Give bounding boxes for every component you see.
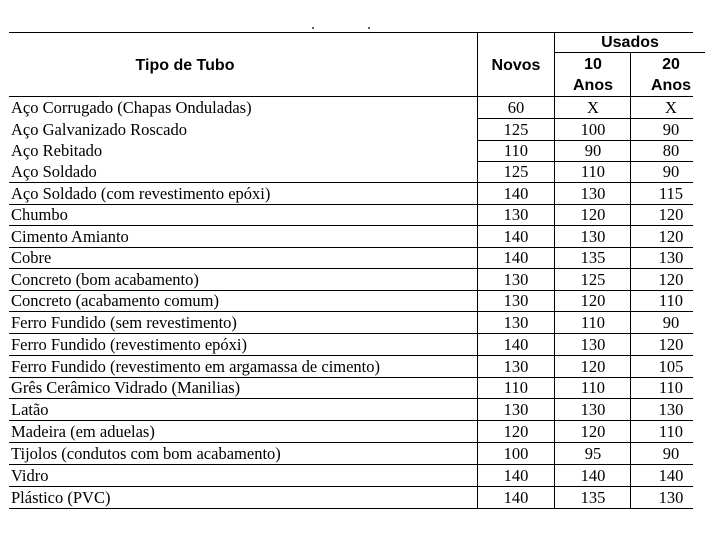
- cell-10-anos: 110: [580, 313, 606, 332]
- cell-10-anos: 140: [580, 466, 606, 485]
- table-row: [0, 226, 720, 247]
- cell-novos: 130: [503, 205, 529, 224]
- cell-novos: 125: [503, 120, 529, 139]
- cell-novos: 120: [503, 422, 529, 441]
- cell-novos: 130: [503, 270, 529, 289]
- table-row: [0, 204, 720, 225]
- table-row: [0, 247, 720, 268]
- cell-10-anos: 110: [580, 162, 606, 181]
- cell-10-anos: 100: [580, 120, 606, 139]
- cell-tipo: Ferro Fundido (sem revestimento): [11, 313, 237, 332]
- cell-novos: 130: [503, 357, 529, 376]
- cell-10-anos: 120: [580, 205, 606, 224]
- cell-20-anos: 115: [658, 184, 684, 203]
- table-row: [0, 140, 720, 161]
- table-row: [0, 377, 720, 398]
- cell-20-anos: 130: [658, 248, 684, 267]
- cell-20-anos: 120: [658, 335, 684, 354]
- rule-top: [9, 32, 693, 33]
- cell-10-anos: 135: [580, 248, 606, 267]
- cell-tipo: Chumbo: [11, 205, 68, 224]
- cell-tipo: Aço Soldado: [11, 162, 97, 181]
- cell-tipo: Vidro: [11, 466, 49, 485]
- header-usados: Usados: [601, 34, 659, 51]
- cell-10-anos: 130: [580, 335, 606, 354]
- cell-20-anos: 130: [658, 488, 684, 507]
- cell-novos: 110: [503, 378, 529, 397]
- cell-novos: 125: [503, 162, 529, 181]
- table-row: [0, 487, 720, 508]
- table-row: [0, 183, 720, 204]
- cell-novos: 130: [503, 291, 529, 310]
- cell-10-anos: 90: [584, 141, 602, 160]
- header-tipo-de-tubo: Tipo de Tubo: [135, 57, 235, 74]
- table-row: [0, 290, 720, 311]
- header-20-line1: 20: [662, 56, 680, 73]
- cell-20-anos: 105: [658, 357, 684, 376]
- cell-20-anos: X: [665, 98, 677, 117]
- cell-tipo: Aço Galvanizado Roscado: [11, 120, 187, 139]
- cell-20-anos: 90: [662, 444, 680, 463]
- cell-tipo: Cimento Amianto: [11, 227, 129, 246]
- cell-tipo: Plástico (PVC): [11, 488, 111, 507]
- cell-tipo: Grês Cerâmico Vidrado (Manilias): [11, 378, 241, 397]
- cell-novos: 140: [503, 248, 529, 267]
- table-row: [0, 97, 720, 118]
- scan-speck: [368, 27, 370, 29]
- table-row: [0, 465, 720, 486]
- cell-10-anos: 120: [580, 357, 606, 376]
- cell-10-anos: X: [587, 98, 599, 117]
- cell-10-anos: 125: [580, 270, 606, 289]
- cell-tipo: Cobre: [11, 248, 52, 267]
- cell-10-anos: 120: [580, 291, 606, 310]
- cell-20-anos: 120: [658, 227, 684, 246]
- cell-novos: 130: [503, 313, 529, 332]
- cell-novos: 60: [507, 98, 525, 117]
- cell-tipo: Aço Soldado (com revestimento epóxi): [11, 184, 271, 203]
- header-20-line2: Anos: [651, 77, 691, 94]
- table-row: [0, 356, 720, 377]
- cell-tipo: Latão: [11, 400, 49, 419]
- header-novos: Novos: [491, 57, 541, 74]
- cell-10-anos: 120: [580, 422, 606, 441]
- cell-10-anos: 135: [580, 488, 606, 507]
- table-row: [0, 421, 720, 442]
- cell-20-anos: 90: [662, 162, 680, 181]
- cell-20-anos: 110: [658, 378, 684, 397]
- header-10-line1: 10: [584, 56, 602, 73]
- table-row: [0, 334, 720, 355]
- cell-tipo: Aço Corrugado (Chapas Onduladas): [11, 98, 252, 117]
- table-row: [0, 161, 720, 182]
- cell-20-anos: 130: [658, 400, 684, 419]
- cell-20-anos: 140: [658, 466, 684, 485]
- cell-novos: 140: [503, 335, 529, 354]
- cell-novos: 130: [503, 400, 529, 419]
- cell-20-anos: 80: [662, 141, 680, 160]
- cell-20-anos: 110: [658, 291, 684, 310]
- cell-novos: 110: [503, 141, 529, 160]
- cell-20-anos: 90: [662, 313, 680, 332]
- cell-novos: 140: [503, 488, 529, 507]
- cell-20-anos: 120: [658, 270, 684, 289]
- rule-bottom: [9, 508, 693, 509]
- cell-tipo: Tijolos (condutos com bom acabamento): [11, 444, 281, 463]
- cell-20-anos: 120: [658, 205, 684, 224]
- cell-10-anos: 130: [580, 184, 606, 203]
- cell-novos: 140: [503, 227, 529, 246]
- table-row: [0, 399, 720, 420]
- cell-novos: 140: [503, 466, 529, 485]
- cell-tipo: Madeira (em aduelas): [11, 422, 155, 441]
- cell-10-anos: 130: [580, 400, 606, 419]
- cell-10-anos: 95: [584, 444, 602, 463]
- table-row: [0, 312, 720, 333]
- table-row: [0, 119, 720, 140]
- cell-tipo: Concreto (acabamento comum): [11, 291, 219, 310]
- cell-novos: 140: [503, 184, 529, 203]
- cell-tipo: Concreto (bom acabamento): [11, 270, 199, 289]
- cell-tipo: Ferro Fundido (revestimento epóxi): [11, 335, 247, 354]
- header-10-line2: Anos: [573, 77, 613, 94]
- table-row: [0, 269, 720, 290]
- cell-novos: 100: [503, 444, 529, 463]
- cell-20-anos: 110: [658, 422, 684, 441]
- cell-tipo: Ferro Fundido (revestimento em argamassa de cimento): [11, 357, 381, 376]
- cell-tipo: Aço Rebitado: [11, 141, 103, 160]
- cell-20-anos: 90: [662, 120, 680, 139]
- scan-speck: [312, 27, 314, 29]
- cell-10-anos: 130: [580, 227, 606, 246]
- table-row: [0, 443, 720, 464]
- cell-10-anos: 110: [580, 378, 606, 397]
